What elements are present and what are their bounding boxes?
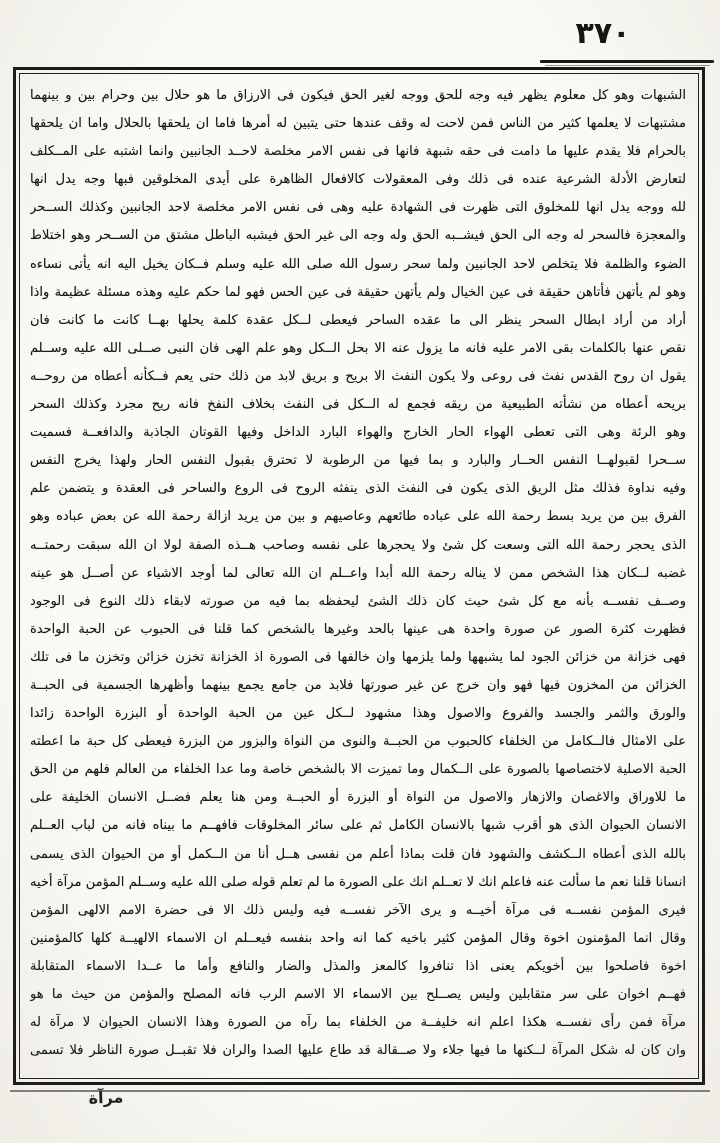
text-line: وان كان له شكل المرآة لــكنها ما فيها جلاء ولا صــقالة قد طاع عليها الصدا والران فلا تقبــل صورة الناظر فلا تسمى (30, 1043, 686, 1059)
catchword: مرآة (88, 1087, 124, 1108)
text-line: فهى خزانة من خزائن الجود لما يشبهها ولما يلزمها وان خالفها فى الصورة اذ الخزانة تخزن خزائن وتخزن ما فى تلك (30, 649, 686, 665)
text-frame (13, 67, 705, 1085)
text-line: الفرق بين من يريد بسط رحمة الله على عباده طائعهم وعاصيهم و بين من يريد ازالة رحمة الله عن بعض عباده وهو (30, 509, 686, 525)
text-line: وصــف نفســه بأنه مع كل شئ حيث كان ذلك الشئ ليحفظه بما فيه من صورته لابقاء ذلك النوع فى الوجود (30, 593, 686, 609)
text-line: وهو الرئة وهى التى تعطى الهواء الحار الخارج والهواء البارد الداخل وفيها القوتان الجاذبة والدافعــة فسميت (30, 425, 686, 441)
text-line: ســحرا لقبولهــا النفس الحــار والبارد و بما فيها من الرطوبة لا تحترق بقبول النفس الحار ولهذا يخرج النفس (30, 453, 686, 469)
text-line: والورق والثمر والجسد والفروع والاصول وهذا مشهود لــكل عين من الحبة الواحدة أو البزرة الواحدة زائدا (30, 706, 686, 722)
text-line: أراد من أراد ابطال السحر ينظر الى ما عقده الساحر فيعطى لــكل عقدة كلمة يحلها بهــا كانت ما كانت فان (30, 312, 686, 328)
text-line: لتعارض الأدلة الشرعية عنده فى ذلك وفى المعقولات كالافعال الظاهرة على أيدى المخلوقين فبها وجه يدل انها (30, 172, 686, 188)
text-line: والمعجزة فالسحر له وجه الى الحق فيشــبه الحق وله وجه الى غير الحق فيشبه الباطل مشتق من الســحر وهو اختلاط (30, 228, 686, 244)
text-line: وفيه نداوة فذلك مثل الريق الذى يكون فى النفث الذى ينفثه الروح فى الروع والساحر فى العقدة و يتضمن علم (30, 481, 686, 497)
text-line: وهو لم يأتهن فأتاهن حقيقة فى عين الخيال ولم يأتهن حقيقة فى عين الحس فهو لما حكم عليه وهذه مسئلة عظيمة واذا (30, 284, 686, 300)
text-line: فهــم اخوان على سر متقابلين وليس يصــلح بين الاسماء الا الاسم الرب فانه المصلح والمؤمن من حيث ما هو (30, 987, 686, 1002)
text-line: يقول ان روح القدس نفث فى روعى ولا يكون النفث الا بريح و بريق لابد من ذلك حتى يعم فــكأنه أعطاه من روحــه (30, 368, 686, 384)
text-line: مشتبهات لا يعلمها كثير من الناس فمن لاحت له وقف عندها حتى يتبين له أمرها فاما ان يلحقها بالحلال واما ان يلحقها (30, 116, 686, 132)
text-line: انسانا قلنا نعم ما سألت عنه فاعلم انك لا تعــلم انك على الصورة ما لم تعلم قوله صلى الله عليه وســلم المؤمن مرآة أخيه (30, 874, 686, 890)
text-line: مرآة فمن رأى نفســه هكذا اعلم انه خليفــة من الخلفاء بما رآه من الصورة وهذا الانسان الحيوان لا مرآة له (30, 1015, 686, 1031)
text-line: بريحه أعطاه من نشأته الطبيعية من ريقه فجمع له الــكل فى النفث بخلاف النفخ فانه ريح مجرد وكذلك السحر (30, 397, 686, 413)
text-block (30, 82, 686, 1072)
text-line: الحبة الاصلية لاختصاصها بالصورة على الــكمال وما تميزت الا بالشخص خاصة وما عدا الخلفاء من العالم فلهم من الحق (30, 762, 686, 778)
text-line: الذى يحجر رحمة الله التى وسعت كل شئ ولا يحجرها على نفسه وصاحب هــذه الصفة لولا ان الله سبقت رحمتــه (30, 537, 686, 553)
text-line: لله ووجه يدل انها للمخلوق التى ظهرت فى الشهادة عليه وهى فى نفس الامر مخلصة لاحد الجانبين وكذلك الســحر (30, 200, 686, 216)
page-number: ٣٧٠ (575, 16, 631, 51)
text-line: نقص عنها بالكلمات بقى الامر عليه فانه ما يزول عنه الا بحل الــكل وهو علم الهى فان النبى صــلى الله عليه وســلم (30, 340, 686, 356)
text-line: الخزائن من المخزون فيها فهو وان خرج عن غير صورتها فلابد من جامع يجمع بينهما وأظهرها الجسمية فى الحبــة (30, 677, 686, 693)
text-line: فظهرت كثرة الصور عن صورة واحدة هى عينها بالحد وغيرها بالشخص كما قلنا فى الحبوب عن الحبة الواحدة (30, 621, 686, 637)
text-line: الضوء والظلمة فلا يتخلص لاحد الجانبين ولما سحر رسول الله صلى الله عليه وسلم فــكان يخيل اليه انه يأتى نساءه (30, 256, 686, 272)
text-line: ما للاوراق والاغصان والازهار والاصول من النواة أو البزرة أو الحبــة ومن هنا يعلم فضــل الانسان الخليفة على (30, 790, 686, 806)
text-line: بالحرام فلا يقدم عليها ما دامت فى حقه شبهة فانها فى نفس الامر مخلصة لاحــد الجانبين وانما اشتبه على المــكلف (30, 144, 686, 160)
page-number-rule (540, 60, 714, 63)
text-line: وقال انما المؤمنون اخوة وقال المؤمن كثير باخيه كما انه واحد بنفسه فيعــلم ان الاسماء الالهيــة كلها كالمؤمنين (30, 930, 686, 946)
text-line: غضبه لــكان هذا الشخص ممن لا يناله رحمة الله أبدا واعــلم ان الله تعالى لما أوجد الاشياء عن أصــل هو عينه (30, 565, 686, 581)
text-line: فيرى المؤمن نفســه فى مرآة أخيــه و يرى الآخر نفســه فيه وليس ذلك الا فى حضرة الامم الالهى المؤمن (30, 902, 686, 918)
text-line: الشبهات وهو كل معلوم يظهر فيه وجه للحق ووجه لغير الحق فيكون فى الارزاق ما هو حلال بين وحرام بين و بينهما (30, 88, 686, 103)
text-line: اخوة فاصلحوا بين أخويكم يعنى اذا تنافروا كالمعز والمذل والضار والنافع وأما ما عــدا الاسماء المتقابلة (30, 958, 686, 974)
text-line: على الامثال فالــكامل من الخلفاء كالحبوب من الحبــة والنوى من النواة والبزور من البزرة فيعطى كل حبة ما اعطته (30, 734, 686, 750)
text-line: الانسان الحيوان الذى هو أقرب شبها بالانسان الكامل ثم على سائر المخلوقات فافهــم ما بيناه فانه من لباب العــلم (30, 818, 686, 834)
text-line: بالله الذى أعطاه الــكشف والشهود فان قلت بماذا أعلم من نفسى هــل أنا من الــكمل أو من الحيوان الذى يسمى (30, 846, 686, 862)
page-number-rule-thin (545, 65, 710, 66)
text-frame-inner (19, 73, 699, 1079)
